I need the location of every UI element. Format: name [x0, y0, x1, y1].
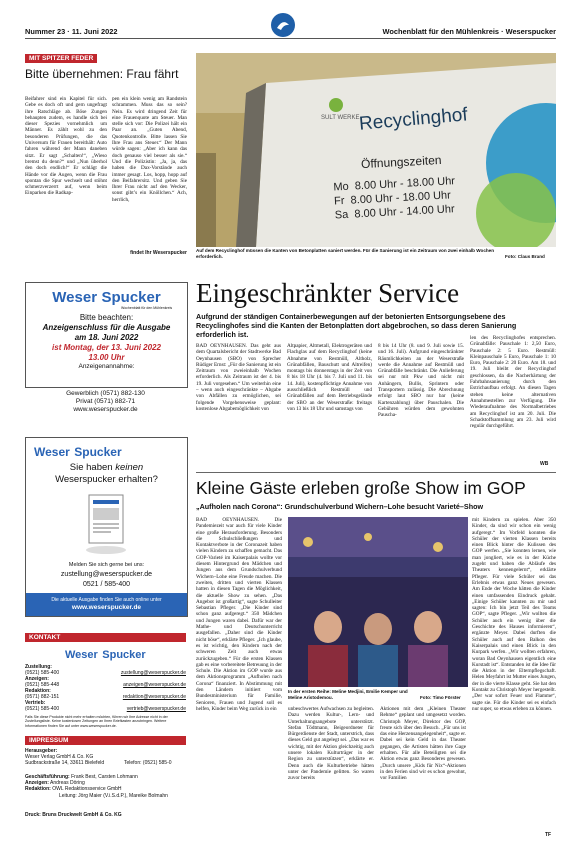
feder-title: Bitte übernehmen: Frau fährt: [25, 67, 179, 81]
sign-row: Fr 8.00 Uhr - 18.00 Uhr: [333, 189, 452, 208]
kontakt-row: Redaktion: (0571) 882-151 redaktion@weserspucker.de: [25, 688, 186, 701]
ad2-question-2: Weserspucker erhalten?: [55, 474, 158, 485]
header-rule: [25, 38, 556, 39]
article1-title: Eingeschränkter Service: [196, 278, 460, 308]
ad1-contact-lines: Gewerblich (0571) 882-130 Privat (0571) 882-71 www.weserspucker.de: [66, 390, 145, 413]
article2-title: Kleine Gäste erleben große Show im GOP: [196, 478, 526, 498]
kontakt-note: Falls Sie diese Produkte nicht mehr erhalten möchten, führen wir Ihre Adresse nicht in der Zustellungsliste. Keine kostenlosen Zeitungen an Ihren Briefkasten anzubringen. Weitere Informationen finden Sie auf unter www.weserspucker.de.: [25, 715, 168, 728]
gop-audience-photo: [288, 517, 468, 687]
article1-column-2: Altpapier, Altmetall, Elektrogeräten und Flachglas auf dem Recyclinghof (keine Abnahme von Restmüll, Altholz, Grünabfällen, Bauschutt und Altreifen) montags bis donnerstags in der Zeit von 8 bis 18 Uhr (4. bis 7. Juli und 11. bis 14. Juli), kostenpflichtige Annahme von ausschließlich Restmüll und Grünabfällen auf dem Betriebsgelände der SBO an der Weserstraße: freitags von 13 bis 18 Uhr und samstags von: [287, 343, 372, 412]
article1-signature: WB: [540, 461, 549, 467]
ad1-line3: am 18. Juni 2022: [74, 333, 139, 342]
impressum-block: Herausgeber: Weser Verlag GmbH & Co. KG Sudbrackstraße 14, 33611 Bielefeld: [25, 748, 105, 767]
article-divider: [196, 472, 556, 473]
newspaper-icon: [81, 490, 131, 560]
ad1-line5: 13.00 Uhr: [88, 353, 125, 362]
ad1-line1: Bitte beachten:: [79, 313, 134, 322]
article2-column-2: unbeschwertes Aufwachsen zu begleiten. Dazu werden Kultur-, Lern- und Unterhaltungsangebote unterstützt. Stefan Tödtmann, Beigeordneter für Bürgerdienste der Stadt, unterstrich, dass dieses Geld gut angelegt sei. „Das war es wichtig, mit der Aktion gleichzeitig auch unsere lokalen Kulturträger in der Region zu unterstützen“, erklärte er. Denn auch die Kulturbetriebe hätten unter der Pandemie gelitten. So waren zuvor bereits: [288, 706, 374, 782]
photo2-credit: Foto: Timo Förster: [420, 695, 461, 700]
kontakt-list: [25, 664, 186, 712]
article2-column-4: mit Kindern zu spielen. Aber 350 Kinder, da sind wir schon ein wenig aufgeregt.“ Im Vorfeld konnten die Schüler der vierten Klassen bereits einen Blick hinter die Kulissen des GOP werfen. „Sie konnten lernen, wie man jongliert, wie es in der Küche zugeht und haben die Abläufe des Theaters kennengelernt“, erklärte Pfleger. Für viele Schüler sei das Erlebnis etwas ganz Neues gewesen. Am Ende der Woche hätten die Kinder einen umfassenden Eindruck gehabt. „Einige Schüler kannten zu mir und sagten: Ich bin jetzt Teil des Teams GOP“, sagte Pfleger. „Wir wollten die Schüler auch ein wenig über die Geschichte des Hauses informieren“, ergänzte Meyer. Dabei durften die Schüler auch auf den Balkon des Kaiserpalais und einen Blick in den Kurpark werfen. „Wir wollten erfahren, woran Bad Oeynhausen eigentlich eine Kurstadt ist“. Entstanden ist die Idee für die Aktion in der Elternpflegschaft. Helen Meyfahrt ist Mutter eines Jungen, der in die vierte Klasse geht. Sie hat den Kontakt zu Christoph Meyer hergestellt. „Der war sofort Feuer und Flamme“, sagte sie. Für die Kinder sei es einfach nur super, so etwas erleben zu können.: [472, 517, 556, 712]
feder-column-1: Beifahrer sind ein Kapitel für sich. Gebe es doch oft und gern ungefragt ihre Ratschläge ab. Böse Zungen behaupten zudem, es handle sich bei dieser Spezies vornehmlich um Männer. Es zählt wohl zu den besonderen Prüfungen, die das Universum für Frauen bereithält: Auto fahren während der Mann daneben sitzt. Er sagt „Schalten!“, „Wieso bremst du denn?“ und „Nun überhol den doch endlich!“ Er schlägt die Hände vor die Augen, wenn die Frau spontan die Spur wechselt und stöhnt schmerzverzerrt auf, wenn beim Einparken die Radkap-: [25, 96, 107, 197]
ad1-brand-sub: Wochenblatt für den Mühlenkreis: [121, 306, 173, 310]
kontakt-row: Vertrieb: (0521) 585-400 vertrieb@weserspucker.de: [25, 700, 186, 713]
kontakt-brand: Weser Spucker: [65, 649, 146, 661]
ad2-melden: Melden Sie sich gerne bei uns:: [68, 562, 145, 568]
ad2-online-bar: Die aktuelle Ausgabe finden Sie auch online unter www.weserspucker.de: [26, 593, 187, 616]
article1-column-3: 8 bis 14 Uhr (8. und 9. Juli sowie 15. und 16. Juli). Aufgrund eingeschränkter Räumlichkeiten an der Weserstraße werde die Annahme auf Restmüll und Grünabfälle beschränkt. Die Anlieferung sei nur mit Pkw und nicht mit Anhängern, Bullis, Sprintern oder Transportern zulässig. Die Abrechnung erfolgt laut SBO nur bar (keine Kartenzahlung) über Pauschalen. Die Gebühren würden dem gewohnten Pauscha-: [378, 343, 464, 419]
kontakt-row: Zustellung: (0521) 585-400 zustellung@weserspucker.de: [25, 664, 186, 677]
photo2-caption: In der ersten Reihe: Meline Medjini, Emilie Kemper und Meline Aristodemou.: [288, 689, 408, 700]
delivery-ad: [25, 437, 188, 617]
ad2-phone: 0521 / 585-400: [82, 581, 131, 588]
ad2-email[interactable]: zustellung@weserspucker.de: [60, 571, 153, 578]
publication-label: Wochenblatt für den Mühlenkreis · Weserspucker: [382, 27, 556, 36]
sign-row: Sa 8.00 Uhr - 14.00 Uhr: [334, 203, 455, 222]
issue-label: Nummer 23 · 11. Juni 2022: [25, 27, 118, 36]
article2-signature: TF: [545, 832, 552, 838]
article2-column-3: Aktionen mit dem „Kleinen Theater Rehme“ geplant und umgesetzt worden. Christoph Meyer, Direktor des GOP, freute sich über den Besuch. „Für uns ist das eine Herzensangelegenheit“, sagte er. Dabei sei kein Geld in das Theater gegangen, die Artisten hätten ihre Gage erhalten. Für alle Beteiligten sei die Aktion etwas ganz Besonderes gewesen. „Durch unsere „Kids für Nix“-Aktionen in den Ferien sind wir es schon gewohnt, vor Familien: [380, 706, 466, 782]
photo1-credit: Foto: Claus Brand: [505, 254, 545, 259]
article1-column-4: len des Recyclinghofes entsprechen. Grünabfälle: Pauschale 1: 2,50 Euro, Pauschale 2: 5 Euro. Restmüll: Kleinpauschale 5 Euro, Pauschale 1: 10 Euro, Pauschale 2: 20 Euro. Am 18. und 19. Juli bleibt der Recyclinghof geschlossen, da die Nacherhärtung der Fahrbahnsanierung durch den Estrichaufbau erfolgt. An diesen Tagen stehen keine alternativen Annahmestellen zur Verfügung. Die Wiederaufnahme des Normalbetriebes am Recyclinghof ist am 20. Juli. Die Schadstoffsammlung am 23. Juli wird regulär durchgeführt.: [470, 335, 556, 430]
sign-title: Recyclinghof: [358, 104, 469, 135]
kontakt-row: Anzeigen: (0521) 585-448 anzeigen@weserspucker.de: [25, 676, 186, 689]
sign-row: Mo 8.00 Uhr - 18.00 Uhr: [333, 175, 456, 194]
ad1-line2: Anzeigenschluss für die Ausgabe: [42, 323, 171, 332]
ad1-line4: ist Montag, der 13. Juni 2022: [52, 343, 161, 352]
impressum-details: Geschäftsführung: Frank Best, Carsten Lohmann Anzeigen: Andreas Döring Redaktion: OWL Redaktionsservice GmbH Leitung: Jörg Maier (V.i.S.d.P.), Mareike Bolmahn: [25, 774, 168, 799]
ad2-question-1: Sie haben keinen: [69, 462, 144, 473]
impressum-druck: Druck: Bruns Druckwelt GmbH & Co. KG: [25, 812, 122, 818]
photo1-caption: Auf dem Recyclinghof müssen die Kanten von Betonplatten saniert werden. Für die Sanierung ist ein Zeitraum von zwei einhalb Wochen erforderlich.: [196, 248, 495, 259]
kontakt-tag: KONTAKT: [25, 633, 186, 642]
deadline-ad: [25, 282, 188, 388]
ad2-brand: Weser Spucker: [34, 445, 122, 459]
sign-logo: SULT WERKE: [321, 115, 360, 121]
impressum-tag: IMPRESSUM: [25, 736, 186, 745]
feder-tag: MIT SPITZER FEDER: [25, 54, 97, 63]
recyclinghof-photo: [196, 53, 556, 247]
article1-lead: Aufgrund der ständigen Containerbewegungen auf der betonierten Entsorgungsebene des Recyclinghofes sind die Kanten der Betonplatten dort abgebrochen, so dass deren Sanierung erforderlich ist.: [196, 312, 517, 339]
article1-column-1: BAD OEYNHAUSEN. Das geht aus dem Quartalsbericht der Stadtwerke Bad Oeynhausen (SBO) von Sprecher Rüdiger Ernst: „Für die Sanierung ist ein Zeitraum von zweieinhalb Wochen erforderlich. Als Zeitraum ist der 4. bis 19. Juli vorgesehen.“ Um weiterhin eine – wenn auch eingeschränkte – Abgabe von Abfällen zu ermöglichen, sei folgende Vorgehensweise geplant: kostenlose Abgabemöglichkeit von: [196, 343, 281, 412]
article2-column-1: BAD OEYNHAUSEN. Die Pandemiezeit war auch für viele Kinder eine große Herausforderung. Besonders die Schulschließungen und Kontaktverbote in der Coronazeit haben vielen Kindern zu schaffen gemacht. Das GOP-Varieté im Kaiserpalais wollte vor diesem Hintergrund den Mädchen und Jungen aus dem Grundschulverbund Wichern–Lohe eine Freude machen. Die zweiten, dritten und vierten Klassen hatten in diesen Tagen die Möglichkeit, die aktuelle Show zu sehen. „Das Angebot ist großartig“, sagte Schulleiter Sebastian Pfleger. „Die Kinder sind schon ganz aufgeregt.“ 350 Mädchen und Jungen waren dabei. Dafür war der Mathe- und Deutschunterricht ausgefallen. „Daher sind die Kinder nicht böse“, erklärte Pfleger. „Ich glaube, es ist wichtig, den Kindern nach der schweren Zeit auch etwas zurückzugeben.“ Für die ersten Klassen gab es eine vorbereitete Betreuung in der Schule. Die Aktion im GOP wurde aus dem Aktionsprogramm „Aufholen nach Corona“ finanziert. In Abstimmung mit den Ländern initiiert vom Bundesministerium für Familie, Senioren, Frauen und Jugend soll es helfen, Kinder beim Weg zurück in ein: [196, 517, 282, 712]
ad1-contact: Anzeigenannahme:: [78, 363, 135, 370]
impressum-phone: Telefon: (0521) 585-0: [124, 760, 172, 766]
feder-column-2: pen ein klein wenig am Randstein schrammen. Muss das so sein? Nein. Es wird dringend Zeit für eine Frauenquote am Steuer. Man stelle sich vor: Die Polizei hält ein Paar an. „Guten Abend, Quotenkontrolle. Bitte lassen Sie Ihre Frau ans Steuer.“ Der Mann würde sagen: „Aber ich kann das doch genauso viel besser als sie.“ Und die Polizistin: „Ja, ja, das haben die Dax-Vorstände auch immer gesagt. Los, hopp, hopp auf den Beifahrersitz. Und geben Sie Ihrer Frau nicht auf den Wecker, sonst gibt’s ein Knöllchen.“ Ach, herrlich,: [112, 96, 187, 203]
article2-lead: „Aufholen nach Corona“: Grundschulverbund Wichern–Lohe besucht Varieté–Show: [196, 502, 484, 511]
feder-signature: findet Ihr Weserspucker: [130, 250, 187, 256]
page-header: [0, 0, 566, 44]
publication-logo-icon: [271, 13, 295, 37]
ad1-brand: Weser Spucker: [52, 289, 161, 306]
sign-hours-title: Öffnungszeiten: [360, 152, 442, 172]
